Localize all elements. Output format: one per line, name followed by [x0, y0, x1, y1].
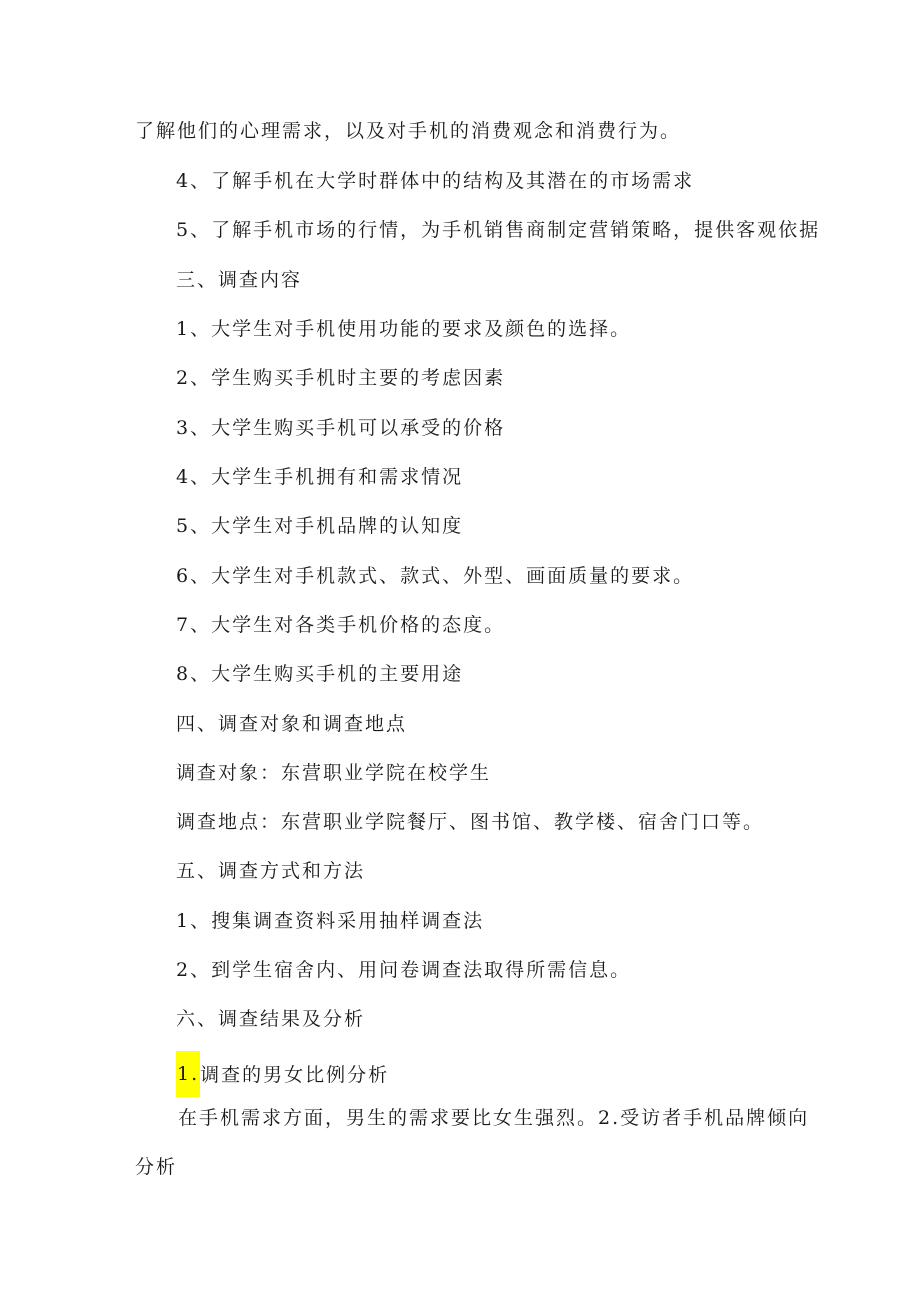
result-paragraph-line-1: 在手机需求方面，男生的需求要比女生强烈。2.受访者手机品牌倾向 — [178, 1107, 810, 1129]
paragraph-objective-4: 4、了解手机在大学时群体中的结构及其潜在的市场需求 — [176, 170, 695, 192]
survey-locations: 调查地点：东营职业学院餐厅、图书馆、教学楼、宿舍门口等。 — [176, 811, 765, 833]
content-item-5: 5、大学生对手机品牌的认知度 — [176, 515, 464, 537]
result-item-1 — [176, 1053, 389, 1099]
result-paragraph-line-2: 分析 — [135, 1156, 178, 1178]
section-heading-3: 三、调查内容 — [176, 269, 303, 291]
paragraph-continuation: 了解他们的心理需求，以及对手机的消费观念和消费行为。 — [135, 120, 682, 142]
content-item-7: 7、大学生对各类手机价格的态度。 — [176, 614, 506, 636]
section-heading-4: 四、调查对象和调查地点 — [176, 713, 408, 735]
section-heading-5: 五、调查方式和方法 — [176, 860, 366, 882]
section-heading-6: 六、调查结果及分析 — [176, 1008, 366, 1030]
content-item-8: 8、大学生购买手机的主要用途 — [176, 663, 464, 685]
content-item-1: 1、大学生对手机使用功能的要求及颜色的选择。 — [176, 318, 632, 340]
content-item-2: 2、学生购买手机时主要的考虑因素 — [176, 367, 506, 389]
survey-subjects: 调查对象：东营职业学院在校学生 — [176, 762, 492, 784]
paragraph-objective-5: 5、了解手机市场的行情，为手机销售商制定营销策略，提供客观依据 — [176, 219, 821, 241]
method-item-2: 2、到学生宿舍内、用问卷调查法取得所需信息。 — [176, 959, 632, 981]
content-item-3: 3、大学生购买手机可以承受的价格 — [176, 417, 506, 439]
result-item-1-text: 调查的男女比例分析 — [200, 1064, 390, 1086]
method-item-1: 1、搜集调查资料采用抽样调查法 — [176, 910, 485, 932]
content-item-4: 4、大学生手机拥有和需求情况 — [176, 466, 464, 488]
highlighted-number: 1. — [176, 1051, 200, 1097]
content-item-6: 6、大学生对手机款式、款式、外型、画面质量的要求。 — [176, 565, 695, 587]
